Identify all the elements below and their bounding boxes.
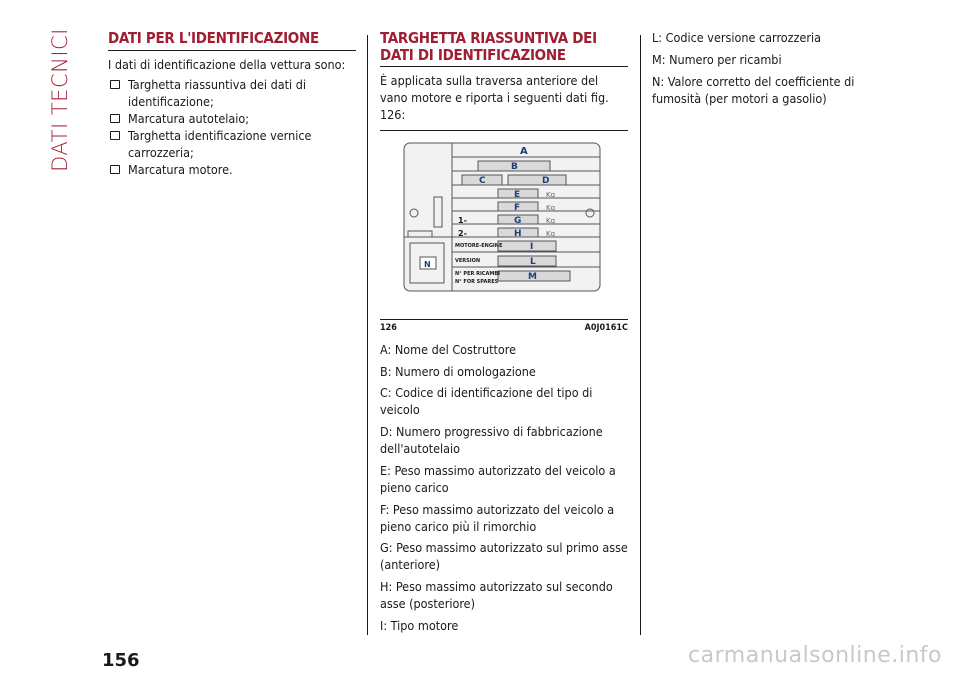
legend-item: A: Nome del Costruttore [380,341,517,357]
plate-label-n: N [424,259,431,269]
legend-item: L: Codice versione carrozzeria [652,30,822,45]
identification-plate-diagram [380,135,628,305]
plate-label-h: H [514,228,522,239]
plate-spares-label-1: N° PER RICAMBI [455,270,500,277]
plate-spares-label-2: N° FOR SPARES [455,278,499,285]
plate-kg-h: Kg [546,229,556,238]
side-tab-label: DATI TECNICI [48,28,73,172]
side-tab [30,30,90,170]
plate-legend [380,342,628,635]
legend-item: M: Numero per ricambi [652,51,782,67]
column-legend-continued [652,30,888,113]
plate-label-g: G [514,215,522,226]
legend-item: I: Tipo motore [380,617,459,633]
column-plate [380,30,628,640]
watermark: carmanualsonline.info [688,643,942,668]
list-item: Targhetta riassuntiva dei dati di identificazione; [108,77,356,111]
plate-label-f: F [514,202,521,213]
bullet-icon [110,80,120,89]
legend-item: F: Peso massimo autorizzato del veicolo a pieno carico più il rimorchio [380,501,615,534]
column-identification [108,30,356,179]
plate-row-1: 1- [458,215,467,225]
plate-label-b: B [511,161,518,172]
legend-item: D: Numero progressivo di fabbricazione dell'autotelaio [380,424,603,456]
bullet-icon [110,131,120,140]
plate-kg-e: Kg [546,190,556,199]
legend-item: B: Numero di omologazione [380,363,536,379]
intro-text: I dati di identificazione della vettura sono: [108,56,346,72]
identification-list [108,77,356,178]
plate-label-c: C [479,175,486,186]
page-number: 156 [102,650,140,671]
legend-item: G: Peso massimo autorizzato sul primo asse (anteriore) [380,540,628,573]
section-title-identification: DATI PER L'IDENTIFICAZIONE [108,30,356,51]
plate-label-a: A [520,145,528,157]
list-item: Marcatura motore. [108,162,356,179]
legend-item: H: Peso massimo autorizzato sul secondo asse (posteriore) [380,579,613,611]
legend-item: E: Peso massimo autorizzato del veicolo a pieno carico [380,462,616,495]
list-item: Marcatura autotelaio; [108,111,356,128]
plate-label-d: D [542,175,550,186]
legend-item: N: Valore corretto del coefficiente di fumosità (per motori a gasolio) [652,73,855,106]
plate-version-label: VERSION [455,257,481,264]
figure-code: A0J0161C [584,323,628,334]
plate-label-e: E [514,189,521,200]
plate-label-m: M [528,271,537,282]
list-item: Targhetta identificazione vernice carrozzeria; [108,128,356,162]
figure-126 [380,130,628,334]
plate-kg-f: Kg [546,203,556,212]
figure-caption [380,322,628,334]
legend-item: C: Codice di identificazione del tipo di veicolo [380,385,593,418]
plate-intro: È applicata sulla traversa anteriore del vano motore e riporta i seguenti dati fig. 126: [380,73,609,122]
bullet-icon [110,114,120,123]
plate-row-2: 2- [458,228,467,238]
figure-number: 126 [380,323,397,334]
column-divider [367,35,368,635]
plate-label-l: L [530,256,536,267]
column-divider [640,35,641,635]
plate-engine-label: MOTORE-ENGINE [455,242,503,249]
plate-label-i: I [530,241,534,252]
bullet-icon [110,165,120,174]
plate-kg-g: Kg [546,216,556,225]
section-title-plate: TARGHETTA RIASSUNTIVA DEI DATI DI IDENTIFICAZIONE [380,30,628,67]
